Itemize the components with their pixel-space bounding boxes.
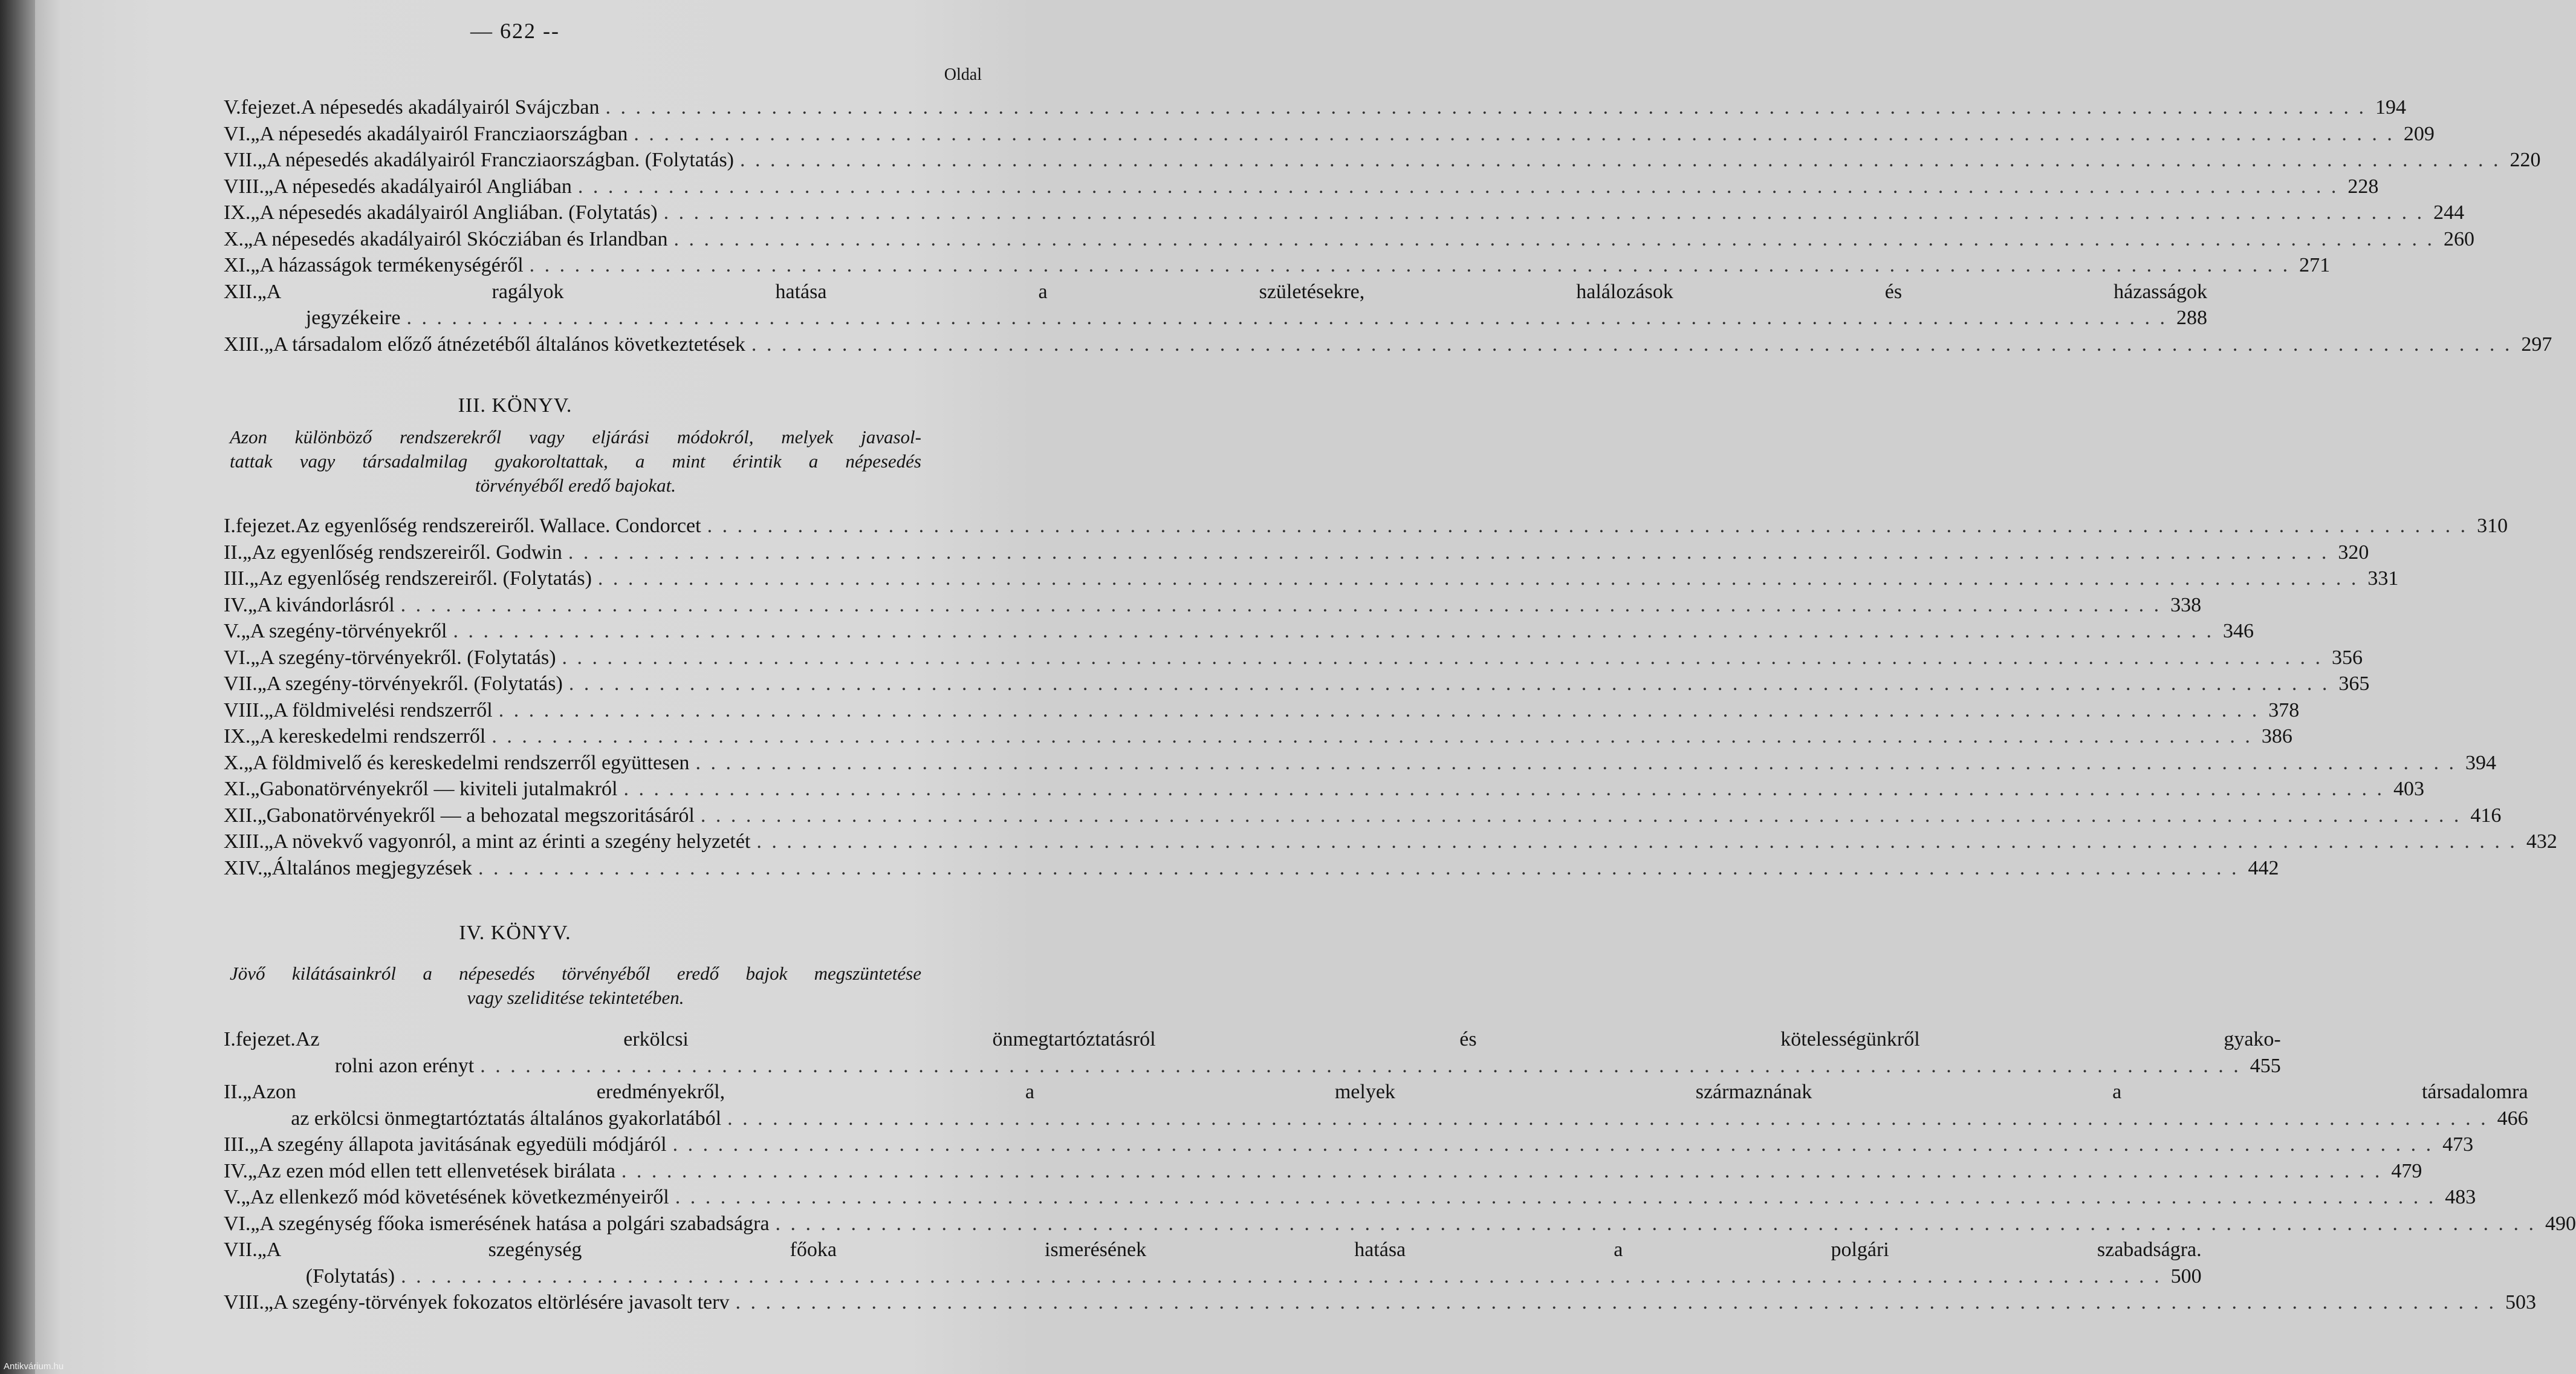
page-ref: 310: [2477, 515, 2508, 537]
dot-leader: [618, 776, 2383, 803]
page-ref: 365: [2338, 672, 2370, 695]
dot-leader: [395, 592, 2159, 619]
page-ref: 320: [2338, 541, 2369, 564]
toc-entry: [224, 252, 2331, 279]
page-ref: 331: [2367, 567, 2399, 590]
chapter-title: Általános megjegyzések: [271, 856, 473, 879]
chapter-title: A növekvő vagyonról, a mint az érinti a szegény helyzetét: [273, 830, 751, 853]
toc-book-iii: [224, 513, 2557, 881]
chapter-title: Az ellenkező mód követésének következményeiről: [250, 1186, 669, 1208]
dot-leader: [572, 174, 2337, 200]
page-ref: 346: [2223, 620, 2254, 642]
chapter-title: A házasságok termékenységéről: [259, 254, 524, 276]
dot-leader: [734, 147, 2499, 174]
chapter-label: „: [249, 1133, 259, 1156]
dot-leader: [485, 723, 2250, 750]
toc-entry: [224, 776, 2424, 803]
chapter-title: A népesedés akadályairól Angliában. (Folytatás): [259, 201, 658, 224]
subtitle-line: vagy szeliditése tekintetében.: [467, 987, 684, 1008]
chapter-label: „: [250, 646, 260, 669]
chapter-title: A szegény állapota javitásának egyedüli módjáról: [258, 1133, 667, 1156]
chapter-label: „: [241, 1186, 250, 1208]
dot-leader: [395, 1263, 2159, 1290]
chapter-title: A ragályok hatása a születésekre, halálozások és házasságok: [266, 280, 2207, 303]
chapter-title: (Folytatás): [305, 1265, 395, 1288]
dot-leader: [493, 697, 2257, 724]
page-ref: 442: [2248, 856, 2279, 879]
book-iv-subtitle: [230, 962, 921, 1010]
toc-entry: [224, 174, 2379, 200]
chapter-title: rolni azon erényt: [334, 1054, 475, 1077]
subtitle-line: Jövő kilátásainkról a népesedés törvényéből eredő bajok megszüntetése: [230, 963, 921, 984]
chapter-label: „: [257, 804, 267, 827]
chapter-number: VI.: [224, 646, 251, 669]
chapter-number: XIV.: [224, 856, 263, 879]
page-ref: 338: [2170, 593, 2202, 616]
chapter-number: VII.: [224, 149, 258, 171]
toc-entry: [224, 750, 2496, 777]
chapter-label: „: [257, 1239, 267, 1261]
chapter-number: IV.: [224, 1159, 248, 1182]
dot-leader: [701, 513, 2466, 539]
chapter-number: XIII.: [224, 830, 265, 853]
chapter-number: II.: [224, 541, 243, 564]
chapter-number: IX.: [224, 201, 251, 224]
page-ref: 194: [2375, 96, 2406, 119]
toc-entry: [224, 829, 2557, 855]
toc-entry: [224, 1079, 2528, 1131]
chapter-label: „: [257, 672, 267, 695]
chapter-label: fejezet.: [235, 515, 296, 537]
chapter-number: XII.: [224, 804, 258, 827]
chapter-title: A népesedés akadályairól Angliában: [273, 175, 572, 198]
dot-leader: [669, 1184, 2434, 1211]
book-iii-title: III. KÖNYV.: [458, 394, 573, 417]
dot-leader: [628, 121, 2392, 148]
toc-entry: [224, 1289, 2536, 1316]
chapter-label: „: [241, 620, 250, 642]
chapter-number: IV.: [224, 593, 248, 616]
toc-entry: [224, 513, 2508, 539]
chapter-label: „: [250, 122, 260, 145]
toc-section-ii-continued: [224, 94, 2552, 357]
chapter-number: III.: [224, 567, 250, 590]
page-ref: 209: [2403, 122, 2435, 145]
page-ref: 271: [2299, 254, 2331, 276]
book-iii-subtitle: [230, 425, 921, 498]
chapter-label: „: [264, 830, 274, 853]
chapter-title: A szegénység főoka ismerésének hatása a polgári szabadságra.: [266, 1239, 2202, 1261]
book-spine-shadow: [0, 0, 35, 1374]
dot-leader: [472, 855, 2237, 882]
page-number: — 622 --: [470, 19, 560, 43]
chapter-label: „: [264, 175, 274, 198]
chapter-label: „: [242, 541, 252, 564]
dot-leader: [615, 1158, 2380, 1185]
chapter-label: „: [249, 567, 259, 590]
dot-leader: [474, 1053, 2239, 1079]
chapter-label: „: [262, 856, 272, 879]
chapter-title: A földmivelő és kereskedelmi rendszerről együttesen: [253, 751, 690, 774]
toc-entry: [224, 1211, 2576, 1237]
chapter-number: II.: [224, 1081, 243, 1103]
toc-entry: [224, 226, 2474, 253]
chapter-title: Gabonatörvényekről — kiviteli jutalmakról: [259, 778, 618, 800]
chapter-title: Az erkölcsi önmegtartóztatásról és kötelességünkről gyako-: [295, 1028, 2281, 1050]
chapter-label: „: [248, 1159, 258, 1182]
toc-entry: [224, 200, 2465, 226]
chapter-number: X.: [224, 751, 244, 774]
dot-leader: [658, 200, 2422, 226]
chapter-title: A szegény-törvényekről. (Folytatás): [266, 672, 563, 695]
dot-leader: [745, 331, 2510, 358]
chapter-title: A kivándorlásról: [257, 593, 395, 616]
toc-entry: [224, 1237, 2202, 1289]
chapter-label: „: [248, 593, 258, 616]
toc-entry: [224, 592, 2202, 619]
toc-entry: [224, 121, 2435, 148]
chapter-title: Gabonatörvényekről — a behozatal megszoritásáról: [266, 804, 695, 827]
chapter-label: „: [250, 201, 260, 224]
chapter-label: fejezet.: [241, 96, 301, 119]
chapter-title: A népesedés akadályairól Francziaországban: [259, 122, 628, 145]
chapter-title: Az egyenlőség rendszereiről. (Folytatás): [258, 567, 592, 590]
toc-entry: [224, 645, 2363, 671]
chapter-title: A szegény-törvényekről: [250, 620, 447, 642]
chapter-title: Az egyenlőség rendszereiről. Wallace. Condorcet: [295, 515, 701, 537]
page-ref: 386: [2261, 725, 2292, 747]
toc-entry: [224, 697, 2300, 724]
dot-leader: [721, 1105, 2486, 1132]
dot-leader: [667, 1131, 2432, 1158]
chapter-title: Az egyenlőség rendszereiről. Godwin: [251, 541, 562, 564]
dot-leader: [400, 305, 2165, 331]
chapter-number: XIII.: [224, 333, 265, 356]
toc-entry: [224, 803, 2502, 829]
chapter-number: VI.: [224, 1212, 251, 1235]
page-ref: 356: [2332, 646, 2363, 669]
column-header-oldal: Oldal: [944, 65, 982, 84]
chapter-number: VIII.: [224, 175, 265, 198]
chapter-number: XII.: [224, 280, 258, 303]
dot-leader: [600, 94, 2364, 121]
page-ref: 378: [2268, 698, 2300, 721]
page-ref: 432: [2526, 830, 2557, 853]
chapter-number: VIII.: [224, 1291, 265, 1314]
toc-entry: [224, 1026, 2281, 1079]
page-ref: 479: [2391, 1159, 2422, 1182]
chapter-number: III.: [224, 1133, 250, 1156]
toc-entry: [224, 1184, 2476, 1211]
page-ref: 466: [2497, 1107, 2528, 1130]
page-ref: 394: [2465, 751, 2496, 774]
dot-leader: [563, 671, 2328, 697]
chapter-label: „: [242, 1081, 252, 1103]
chapter-label: „: [244, 751, 253, 774]
chapter-title: jegyzékeire: [305, 307, 401, 329]
chapter-number: I.: [224, 1028, 236, 1050]
page-ref: 228: [2347, 175, 2379, 198]
dot-leader: [447, 618, 2212, 645]
toc-entry: [224, 671, 2370, 697]
subtitle-line: tattak vagy társadalmilag gyakoroltattak, a mint érintik a népesedés: [230, 451, 921, 472]
toc-entry: [224, 618, 2254, 645]
dot-leader: [729, 1289, 2494, 1316]
dot-leader: [750, 829, 2515, 855]
chapter-title: Azon eredményekről, a melyek származnának a társadalomra: [251, 1081, 2528, 1103]
toc-entry: [224, 1131, 2474, 1158]
chapter-number: I.: [224, 515, 236, 537]
page-ref: 455: [2250, 1054, 2281, 1077]
chapter-title: A népesedés akadályairól Skócziában és Irlandban: [253, 227, 668, 250]
dot-leader: [770, 1211, 2534, 1237]
chapter-number: VI.: [224, 122, 251, 145]
toc-entry: [224, 279, 2207, 331]
watermark: Antikvárium.hu: [4, 1361, 64, 1372]
chapter-number: XI.: [224, 778, 251, 800]
chapter-label: „: [250, 778, 260, 800]
chapter-number: IX.: [224, 725, 251, 747]
chapter-label: „: [264, 333, 274, 356]
dot-leader: [556, 645, 2321, 671]
page-ref: 473: [2442, 1133, 2474, 1156]
chapter-label: „: [264, 1291, 274, 1314]
chapter-title: A szegény-törvények fokozatos eltörlésére javasolt terv: [273, 1291, 730, 1314]
chapter-title: A kereskedelmi rendszerről: [259, 725, 486, 747]
dot-leader: [689, 750, 2454, 777]
chapter-number: XI.: [224, 254, 251, 276]
chapter-label: fejezet.: [235, 1028, 296, 1050]
toc-book-iv: [224, 1026, 2576, 1316]
chapter-label: „: [264, 698, 274, 721]
page-ref: 490: [2545, 1212, 2576, 1235]
page-ref: 244: [2433, 201, 2465, 224]
chapter-label: „: [250, 254, 260, 276]
subtitle-line: Azon különböző rendszerekről vagy eljárási módokról, melyek javasol-: [230, 426, 921, 448]
toc-entry: [224, 331, 2552, 358]
chapter-title: A földmivelési rendszerről: [273, 698, 493, 721]
chapter-title: az erkölcsi önmegtartóztatás általános gyakorlatából: [291, 1107, 722, 1130]
page-ref: 500: [2170, 1265, 2202, 1288]
chapter-label: „: [250, 1212, 260, 1235]
toc-entry: [224, 855, 2279, 882]
toc-entry: [224, 147, 2541, 174]
toc-entry: [224, 565, 2399, 592]
dot-leader: [524, 252, 2288, 279]
chapter-label: „: [244, 227, 253, 250]
toc-entry: [224, 94, 2406, 121]
toc-entry: [224, 539, 2369, 566]
chapter-title: A népesedés akadályairól Svájczban: [300, 96, 600, 119]
chapter-title: A szegénység főoka ismerésének hatása a polgári szabadságra: [259, 1212, 770, 1235]
chapter-number: VII.: [224, 672, 258, 695]
chapter-number: V.: [224, 620, 241, 642]
chapter-label: „: [257, 149, 267, 171]
chapter-number: X.: [224, 227, 244, 250]
chapter-title: A szegény-törvényekről. (Folytatás): [259, 646, 556, 669]
page-ref: 220: [2509, 149, 2541, 171]
page-ref: 260: [2444, 227, 2474, 250]
dot-leader: [592, 565, 2357, 592]
page-ref: 483: [2445, 1186, 2476, 1208]
chapter-title: A társadalom előző átnézetéből általános következtetések: [273, 333, 745, 356]
toc-entry: [224, 723, 2292, 750]
page-ref: 288: [2176, 307, 2207, 329]
chapter-title: Az ezen mód ellen tett ellenvetések birálata: [257, 1159, 615, 1182]
dot-leader: [695, 803, 2459, 829]
subtitle-line: törvényéből eredő bajokat.: [475, 475, 676, 496]
toc-entry: [224, 1158, 2422, 1185]
book-iv-title: IV. KÖNYV.: [459, 922, 571, 944]
chapter-label: „: [257, 280, 267, 303]
chapter-title: A népesedés akadályairól Francziaországban. (Folytatás): [266, 149, 734, 171]
chapter-number: V.: [224, 96, 241, 119]
chapter-label: „: [250, 725, 260, 747]
chapter-number: V.: [224, 1186, 241, 1208]
page-ref: 416: [2470, 804, 2502, 827]
chapter-number: VIII.: [224, 698, 265, 721]
page-ref: 403: [2393, 778, 2424, 800]
chapter-number: VII.: [224, 1239, 258, 1261]
page-ref: 297: [2521, 333, 2552, 356]
page-ref: 503: [2505, 1291, 2536, 1314]
dot-leader: [562, 539, 2327, 566]
dot-leader: [668, 226, 2433, 253]
